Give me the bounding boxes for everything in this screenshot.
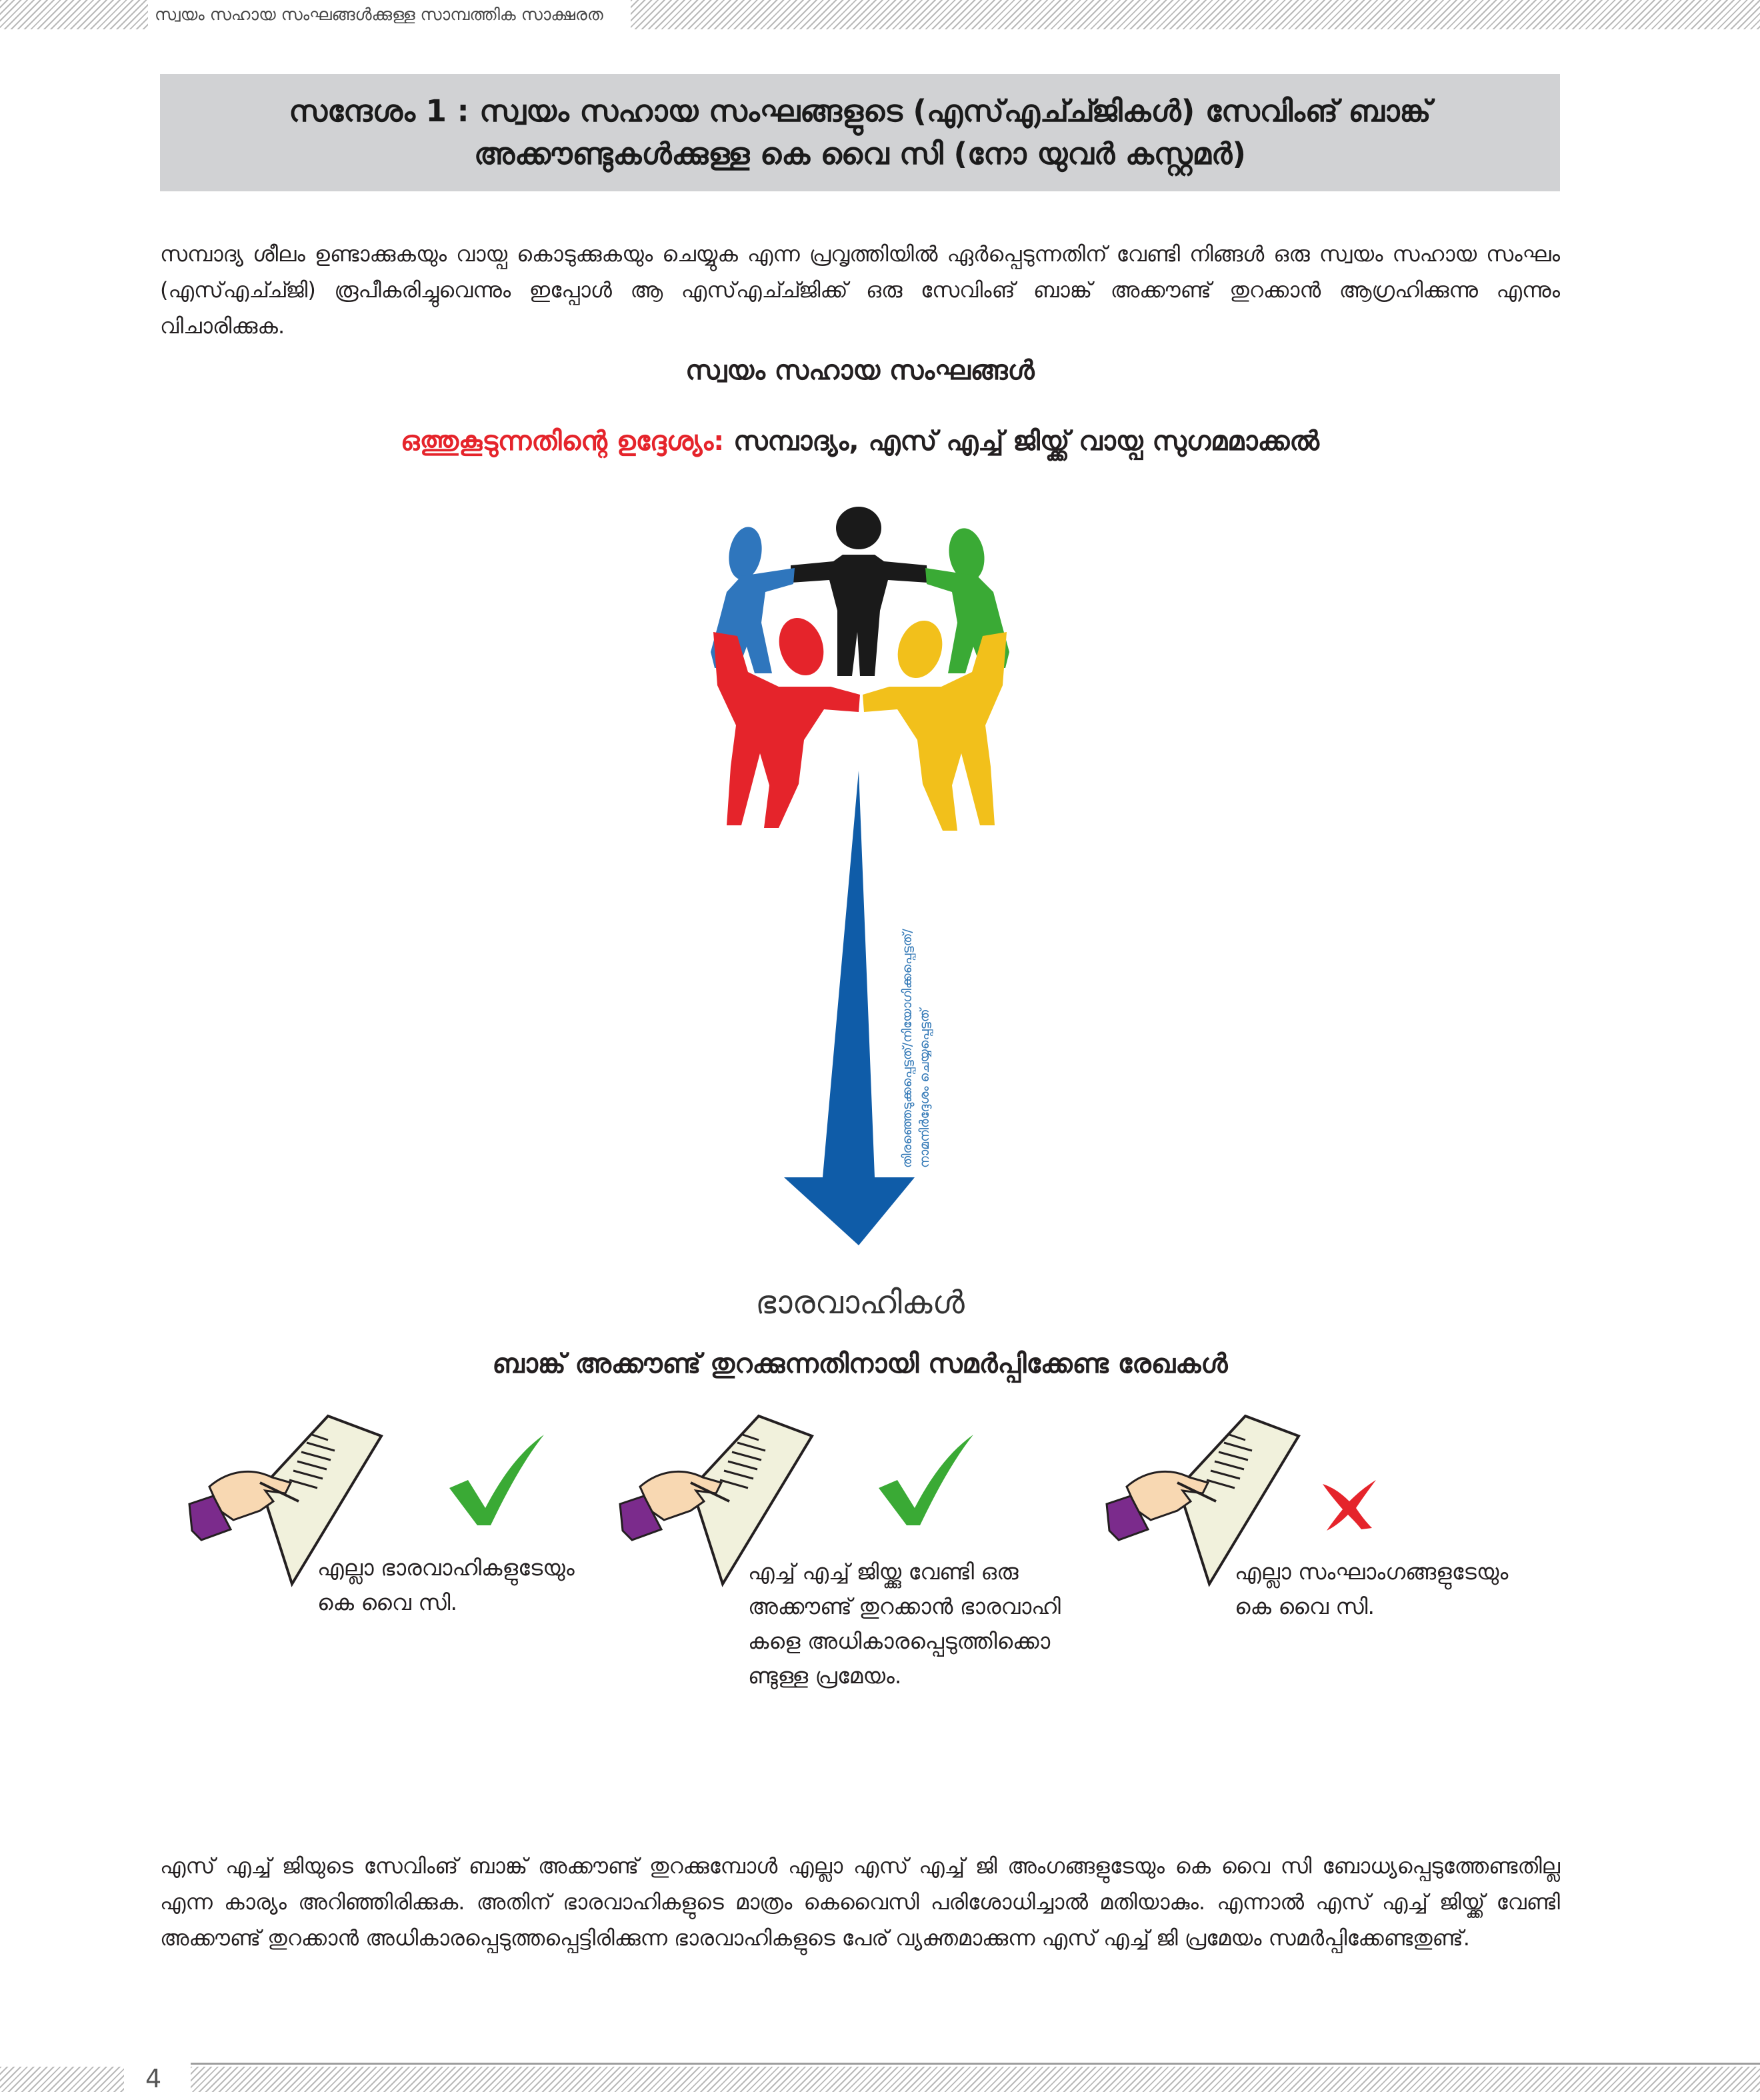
running-title: സ്വയം സഹായ സംഘങ്ങൾക്കുള്ള സാമ്പത്തിക സാക്ഷരത: [155, 5, 603, 24]
footer-rule: [191, 2063, 1760, 2065]
footer-hatch-left: [0, 2067, 124, 2092]
shg-heading: സ്വയം സഹായ സംഘങ്ങൾ: [685, 355, 1035, 386]
check-mark-icon: [876, 1433, 976, 1527]
document-label-2: എച്ച് എച്ച് ജിയ്ക്കു വേണ്ടി ഒരു അക്കൗണ്ട് തുറക്കാൻ ഭാരവാഹി കളെ അധികാരപ്പെടുത്തിക്കൊ ണ്ടുള്ള പ്രമേയം.: [748, 1559, 1061, 1689]
footer-hatch-right: [191, 2067, 1760, 2092]
purpose-text: സമ്പാദ്യം, എസ് എച്ച് ജിയ്ക്ക് വായ്പ സുഗമമാക്കൽ: [724, 426, 1319, 457]
arrow-caption-line-1: തിരഞ്ഞെടുക്കപ്പെട്ടത്/നിയോഗിക്കപ്പെട്ടത്/: [900, 929, 915, 1168]
intro-paragraph: സമ്പാദ്യ ശീലം ഉണ്ടാക്കുകയും വായ്പ കൊടുക്കുകയും ചെയ്യുക എന്ന പ്രവൃത്തിയിൽ ഏർപ്പെടുന്നതിന് വേണ്ടി നിങ്ങൾ ഒരു സ്വയം സഹായ സംഘം (എസ്എച്ച്ജി) രൂപീകരിച്ചുവെന്നും ഇപ്പോൾ ആ എസ്എച്ച്ജിക്ക് ഒരു സേവിംങ് ബാങ്ക് അക്കൗണ്ട് തുറക്കാൻ ആഗ്രഹിക്കുന്നു എന്നും വിചാരിക്കുക.: [160, 241, 1560, 339]
title-box: [160, 74, 1560, 191]
office-bearers-label: ഭാരവാഹികൾ: [755, 1284, 965, 1321]
page-title-line-2: അക്കൗണ്ടുകൾക്കുള്ള കെ വൈ സി (നോ യുവർ കസ്റ്റമർ): [474, 136, 1246, 171]
documents-heading: ബാങ്ക് അക്കൗണ്ട് തുറക്കുന്നതിനായി സമർപ്പിക്കേണ്ട രേഖകൾ: [492, 1349, 1228, 1379]
document-label-3: എല്ലാ സംഘാംഗങ്ങളുടേയും കെ വൈ സി.: [1235, 1559, 1509, 1619]
document-label-1: എല്ലാ ഭാരവാഹികളുടേയും കെ വൈ സി.: [317, 1555, 575, 1615]
document-item-3: [1104, 1413, 1571, 1619]
document-item-1: [187, 1413, 613, 1615]
header-hatch-right: [631, 0, 1760, 29]
down-arrow-icon: [784, 771, 917, 1251]
document-item-2: [617, 1413, 1084, 1693]
closing-paragraph: എസ് എച്ച് ജിയുടെ സേവിംങ് ബാങ്ക് അക്കൗണ്ട് തുറക്കുമ്പോൾ എല്ലാ എസ് എച്ച് ജി അംഗങ്ങളുടേയും കെ വൈ സി ബോധ്യപ്പെടുത്തേണ്ടതില്ല എന്ന കാര്യം അറിഞ്ഞിരിക്കുക. അതിന് ഭാരവാഹികളുടെ മാത്രം കെവൈസി പരിശോധിച്ചാൽ മതിയാകും. എന്നാൽ എസ് എച്ച് ജിയ്ക്ക് വേണ്ടി അക്കൗണ്ട് തുറക്കാൻ അധികാരപ്പെടുത്തപ്പെട്ടിരിക്കുന്ന ഭാരവാഹികളുടെ പേര് വ്യക്തമാക്കുന്ന എസ് എച്ച് ജി പ്രമേയം സമർപ്പിക്കേണ്ടതുണ്ട്.: [160, 1853, 1560, 1951]
purpose-line: [160, 421, 1560, 461]
check-mark-icon: [447, 1433, 547, 1527]
purpose-label: ഒത്തുകൂടുന്നതിന്റെ ഉദ്ദേശ്യം:: [401, 426, 725, 457]
page-number: 4: [145, 2064, 162, 2093]
header-hatch-left: [0, 0, 148, 29]
arrow-caption-line-2: നാമനിർദ്ദേശം ചെയ്യപ്പെട്ടത്: [917, 1009, 932, 1168]
page-title-line-1: സന്ദേശം 1 : സ്വയം സഹായ സംഘങ്ങളുടെ (എസ്എച്ച്ജികൾ) സേവിംങ് ബാങ്ക്: [289, 93, 1431, 129]
cross-mark-icon: [1319, 1477, 1379, 1531]
